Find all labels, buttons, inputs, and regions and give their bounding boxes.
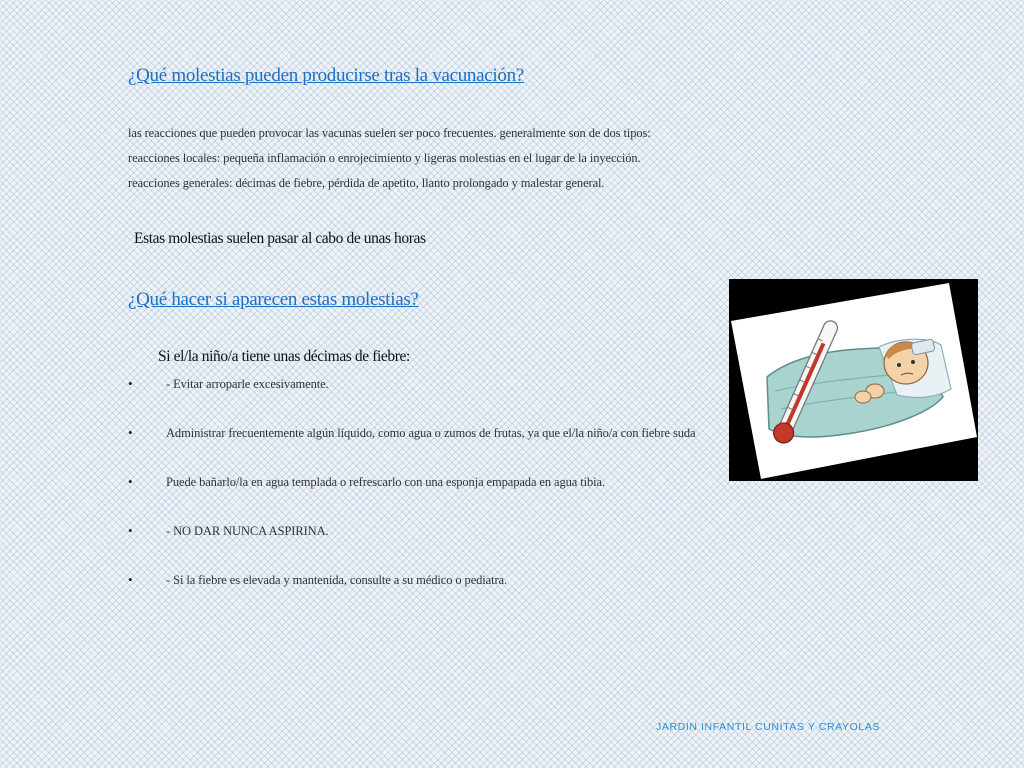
list-item-text: Administrar frecuentemente algún líquido, como agua o zumos de frutas, ya que el/la niño/a con fiebre suda — [166, 426, 696, 440]
list-item-text: Puede bañarlo/la en agua templada o refrescarlo con una esponja empapada en agua tibia. — [166, 475, 606, 489]
paragraph-reactions-intro: las reacciones que pueden provocar las vacunas suelen ser poco frecuentes. generalmente son de dos tipos: — [128, 126, 651, 140]
question-heading-what-to-do[interactable]: ¿Qué hacer si aparecen estas molestias? — [128, 289, 419, 310]
list-item-text: - Si la fiebre es elevada y mantenida, consulte a su médico o pediatra. — [166, 573, 508, 587]
bullet-icon: • — [128, 572, 133, 587]
list-item-text: - NO DAR NUNCA ASPIRINA. — [166, 524, 329, 538]
list-item — [128, 572, 728, 590]
list-item-text: - Evitar arroparle excesivamente. — [166, 377, 329, 391]
note-symptoms-pass: Estas molestias suelen pasar al cabo de unas horas — [134, 230, 426, 247]
footer-school-name: JARDIN INFANTIL CUNITAS Y CRAYOLAS — [656, 721, 881, 733]
list-item — [128, 474, 728, 492]
sick-child-thermometer-icon — [729, 279, 978, 481]
subheading-fever: Si el/la niño/a tiene unas décimas de fiebre: — [158, 348, 410, 365]
bullet-icon: • — [128, 474, 133, 489]
list-item — [128, 523, 728, 541]
question-heading-vaccination-discomfort[interactable]: ¿Qué molestias pueden producirse tras la vacunación? — [128, 65, 524, 86]
bullet-icon: • — [128, 376, 133, 391]
bullet-icon: • — [128, 425, 133, 440]
bullet-icon: • — [128, 523, 133, 538]
paragraph-general-reactions: reacciones generales: décimas de fiebre, pérdida de apetito, llanto prolongado y malestar general. — [128, 176, 605, 190]
list-item — [128, 425, 728, 443]
paragraph-local-reactions: reacciones locales: pequeña inflamación o enrojecimiento y ligeras molestias en el lugar de la inyección. — [128, 151, 641, 165]
list-item — [128, 376, 728, 394]
